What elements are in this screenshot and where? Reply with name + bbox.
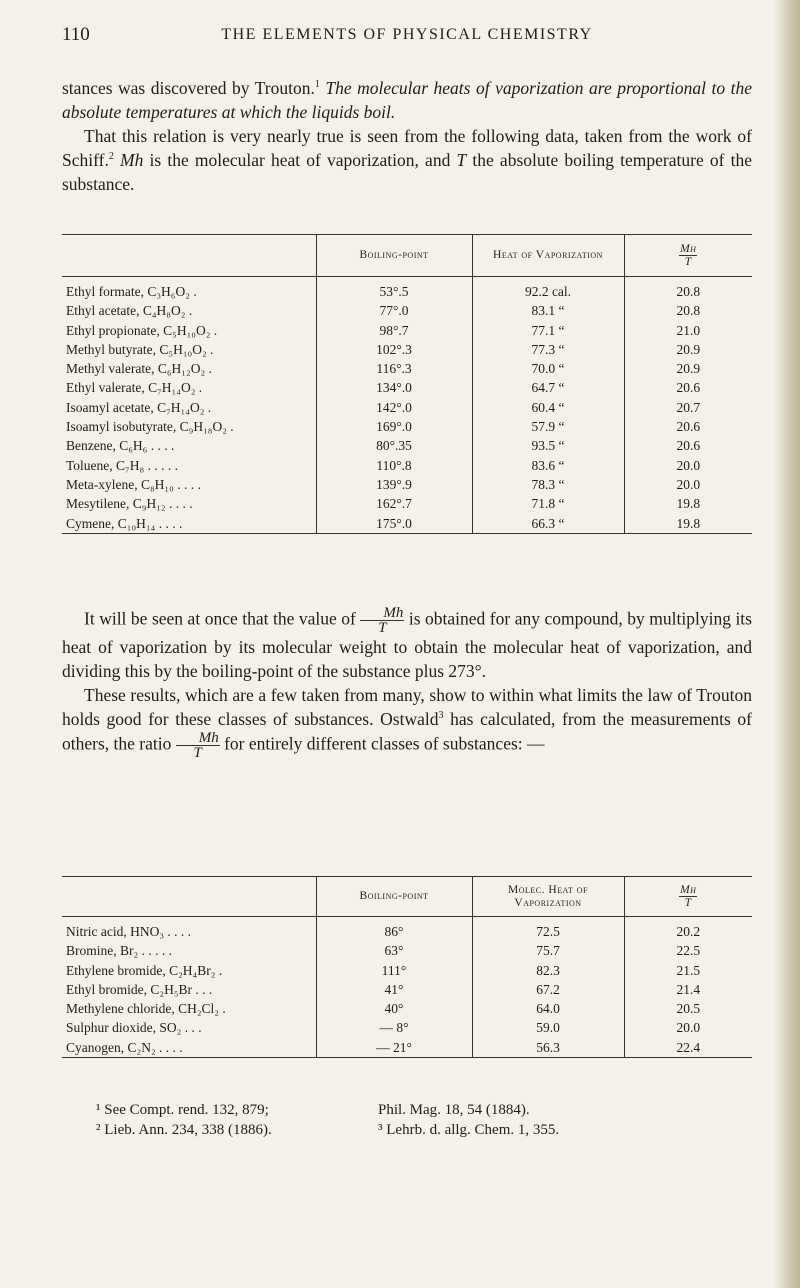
substance-cell: Methyl valerate, C₆H₁₂O₂ . — [66, 361, 212, 377]
boiling-point-cell: 110°.8 — [316, 456, 472, 475]
ratio-cell: 20.6 — [624, 378, 752, 397]
ratio-cell: 20.0 — [624, 475, 752, 494]
substance-cell: Cyanogen, C₂N₂ . . . . — [66, 1039, 183, 1055]
footnote-ref-1[interactable]: 1 — [314, 79, 320, 90]
table-row — [62, 359, 752, 378]
boiling-point-cell: 53°.5 — [316, 277, 472, 302]
table2-header-substance — [62, 877, 316, 917]
substance-cell: Ethyl acetate, C₄H₈O₂ . — [66, 303, 193, 319]
table-row — [62, 961, 752, 980]
intro-text-d: the absolute boiling temperature of the substance. — [62, 150, 752, 194]
mh-symbol: Mh — [120, 150, 144, 170]
substance-cell: Sulphur dioxide, SO₂ . . . — [66, 1020, 202, 1036]
boiling-point-cell: 111° — [316, 961, 472, 980]
footnote-1b: Phil. Mag. 18, 54 (1884). — [378, 1102, 530, 1118]
heat-cell: 77.3 “ — [472, 340, 624, 359]
ratio-cell: 20.9 — [624, 359, 752, 378]
trouton-law-statement: The molecular heats of vaporization are proportional to the absolute temperatures at which the liquids boil. — [62, 78, 752, 122]
heat-cell: 70.0 “ — [472, 359, 624, 378]
substance-cell: Ethyl bromide, C₂H₅Br . . . — [66, 981, 213, 997]
ratio-cell: 20.0 — [624, 1018, 752, 1037]
inline-frac-den: T — [378, 620, 387, 636]
boiling-point-cell: — 21° — [316, 1038, 472, 1058]
ratio-cell: 19.8 — [624, 494, 752, 513]
boiling-point-cell: 139°.9 — [316, 475, 472, 494]
substance-cell: Toluene, C₇H₈ . . . . . — [66, 457, 178, 473]
table-row — [62, 398, 752, 417]
substance-cell: Meta-xylene, C₈H₁₀ . . . . — [66, 476, 201, 492]
table-row — [62, 999, 752, 1018]
table1-header-substance — [62, 235, 316, 277]
ratio-cell: 21.4 — [624, 980, 752, 999]
ratio-cell: 22.4 — [624, 1038, 752, 1058]
ratio-cell: 22.5 — [624, 941, 752, 960]
footnote-1: ¹ See Compt. rend. 132, 879; — [96, 1102, 269, 1118]
table1-header-boiling: Boiling-point — [316, 235, 472, 277]
boiling-point-cell: 142°.0 — [316, 398, 472, 417]
ratio-cell: 20.8 — [624, 277, 752, 302]
table-row — [62, 277, 752, 302]
heat-cell: 60.4 “ — [472, 398, 624, 417]
footnote-ref-2[interactable]: 2 — [108, 151, 114, 162]
inline-fraction-mh-t — [360, 606, 404, 635]
heat-cell: 93.5 “ — [472, 436, 624, 455]
table2-header-ratio — [624, 877, 752, 917]
boiling-point-cell: 77°.0 — [316, 301, 472, 320]
substance-cell: Ethylene bromide, C₂H₄Br₂ . — [66, 962, 223, 978]
ratio-cell: 21.0 — [624, 321, 752, 340]
table2-ratio-num: Mh — [680, 884, 697, 896]
intro-text-c: is the molecular heat of vaporization, and — [143, 150, 457, 170]
table-row — [62, 340, 752, 359]
table-schiff-data — [62, 234, 752, 534]
heat-cell: 83.1 “ — [472, 301, 624, 320]
table-row — [62, 456, 752, 475]
heat-cell: 67.2 — [472, 980, 624, 999]
boiling-point-cell: 116°.3 — [316, 359, 472, 378]
heat-cell: 78.3 “ — [472, 475, 624, 494]
table-row — [62, 378, 752, 397]
inline-fraction-mh-t-2 — [176, 731, 220, 760]
substance-cell: Methyl butyrate, C₅H₁₀O₂ . — [66, 341, 214, 357]
table1-header-ratio — [624, 235, 752, 277]
boiling-point-cell: — 8° — [316, 1018, 472, 1037]
table2-header-heat: Molec. Heat of Vaporization — [472, 877, 624, 917]
heat-cell: 56.3 — [472, 1038, 624, 1058]
table-ostwald-data — [62, 876, 752, 1058]
heat-cell: 92.2 cal. — [472, 277, 624, 302]
ratio-cell: 20.8 — [624, 301, 752, 320]
table-row — [62, 514, 752, 534]
substance-cell: Ethyl propionate, C₅H₁₀O₂ . — [66, 322, 218, 338]
substance-cell: Cymene, C₁₀H₁₄ . . . . — [66, 515, 183, 531]
boiling-point-cell: 134°.0 — [316, 378, 472, 397]
boiling-point-cell: 40° — [316, 999, 472, 1018]
table-row — [62, 980, 752, 999]
boiling-point-cell: 162°.7 — [316, 494, 472, 513]
intro-paragraph — [62, 76, 752, 196]
heat-cell: 82.3 — [472, 961, 624, 980]
ratio-cell: 20.2 — [624, 917, 752, 942]
table-row — [62, 301, 752, 320]
boiling-point-cell: 63° — [316, 941, 472, 960]
page-header — [62, 24, 752, 48]
heat-cell: 66.3 “ — [472, 514, 624, 534]
boiling-point-cell: 175°.0 — [316, 514, 472, 534]
substance-cell: Mesytilene, C₉H₁₂ . . . . — [66, 496, 193, 512]
substance-cell: Ethyl valerate, C₇H₁₄O₂ . — [66, 380, 203, 396]
ratio-cell: 20.0 — [624, 456, 752, 475]
ratio-cell: 20.7 — [624, 398, 752, 417]
intro-text-b: That this relation is very nearly true is seen from the following data, taken from the work of Schiff. — [62, 126, 752, 170]
table-row — [62, 941, 752, 960]
table1-body — [62, 277, 752, 534]
boiling-point-cell: 102°.3 — [316, 340, 472, 359]
heat-cell: 64.0 — [472, 999, 624, 1018]
ratio-cell: 20.5 — [624, 999, 752, 1018]
footnote-ref-3[interactable]: 3 — [438, 710, 444, 721]
middle-p1-a: It will be seen at once that the value of — [84, 608, 361, 629]
middle-p2-c: for entirely different classes of substances: — — [219, 733, 545, 754]
ratio-cell: 21.5 — [624, 961, 752, 980]
boiling-point-cell: 86° — [316, 917, 472, 942]
heat-cell: 57.9 “ — [472, 417, 624, 436]
boiling-point-cell: 80°.35 — [316, 436, 472, 455]
boiling-point-cell: 98°.7 — [316, 321, 472, 340]
ratio-cell: 20.6 — [624, 417, 752, 436]
middle-p2-a: These results, which are a few taken from many, show to within what limits the law of Trouton holds good for these classes of substances. Ostwald — [62, 685, 752, 729]
table-row — [62, 436, 752, 455]
table-row — [62, 1018, 752, 1037]
ratio-cell: 20.6 — [624, 436, 752, 455]
page-edge-shadow — [774, 0, 800, 1288]
table-row — [62, 917, 752, 942]
ratio-cell: 19.8 — [624, 514, 752, 534]
footnote-2: ² Lieb. Ann. 234, 338 (1886). — [96, 1122, 272, 1138]
table-row — [62, 321, 752, 340]
footnotes — [96, 1100, 756, 1140]
footnote-3: ³ Lehrb. d. allg. Chem. 1, 355. — [378, 1122, 560, 1138]
table2-ratio-den: T — [684, 897, 692, 909]
boiling-point-cell: 41° — [316, 980, 472, 999]
t-symbol: T — [456, 150, 467, 170]
boiling-point-cell: 169°.0 — [316, 417, 472, 436]
inline-frac-num: Mh — [360, 606, 404, 621]
heat-cell: 59.0 — [472, 1018, 624, 1037]
ratio-cell: 20.9 — [624, 340, 752, 359]
substance-cell: Ethyl formate, C₃H₆O₂ . — [66, 284, 197, 299]
table-row — [62, 417, 752, 436]
substance-cell: Isoamyl acetate, C₇H₁₄O₂ . — [66, 399, 212, 415]
table1-ratio-num: Mh — [680, 243, 697, 255]
middle-paragraph — [62, 606, 752, 760]
heat-cell: 77.1 “ — [472, 321, 624, 340]
inline-frac2-num: Mh — [176, 731, 220, 746]
heat-cell: 71.8 “ — [472, 494, 624, 513]
heat-cell: 72.5 — [472, 917, 624, 942]
running-head: THE ELEMENTS OF PHYSICAL CHEMISTRY — [221, 26, 593, 43]
substance-cell: Bromine, Br₂ . . . . . — [66, 943, 172, 959]
table-row — [62, 494, 752, 513]
substance-cell: Nitric acid, HNO₃ . . . . — [66, 924, 192, 939]
heat-cell: 83.6 “ — [472, 456, 624, 475]
table-row — [62, 475, 752, 494]
middle-p2-b: has calculated, from the measurements of others, the ratio — [62, 709, 752, 754]
table2-body — [62, 917, 752, 1058]
middle-p1-b: is obtained for any compound, by multiplying its heat of vaporization by its molecular weight to obtain the molecular heat of vaporization, and dividing this by the boiling-point of the substance plus 273°. — [62, 608, 752, 681]
inline-frac2-den: T — [193, 745, 202, 761]
substance-cell: Benzene, C₆H₆ . . . . — [66, 438, 175, 454]
substance-cell: Methylene chloride, CH₂Cl₂ . — [66, 1001, 226, 1017]
intro-text-a: stances was discovered by Trouton. — [62, 78, 315, 98]
page-number: 110 — [62, 24, 90, 45]
table-row — [62, 1038, 752, 1058]
table2-header-boiling: Boiling-point — [316, 877, 472, 917]
heat-cell: 75.7 — [472, 941, 624, 960]
table1-ratio-den: T — [684, 256, 692, 268]
heat-cell: 64.7 “ — [472, 378, 624, 397]
substance-cell: Isoamyl isobutyrate, C₉H₁₈O₂ . — [66, 419, 234, 435]
table1-header-heat: Heat of Vaporization — [472, 235, 624, 277]
